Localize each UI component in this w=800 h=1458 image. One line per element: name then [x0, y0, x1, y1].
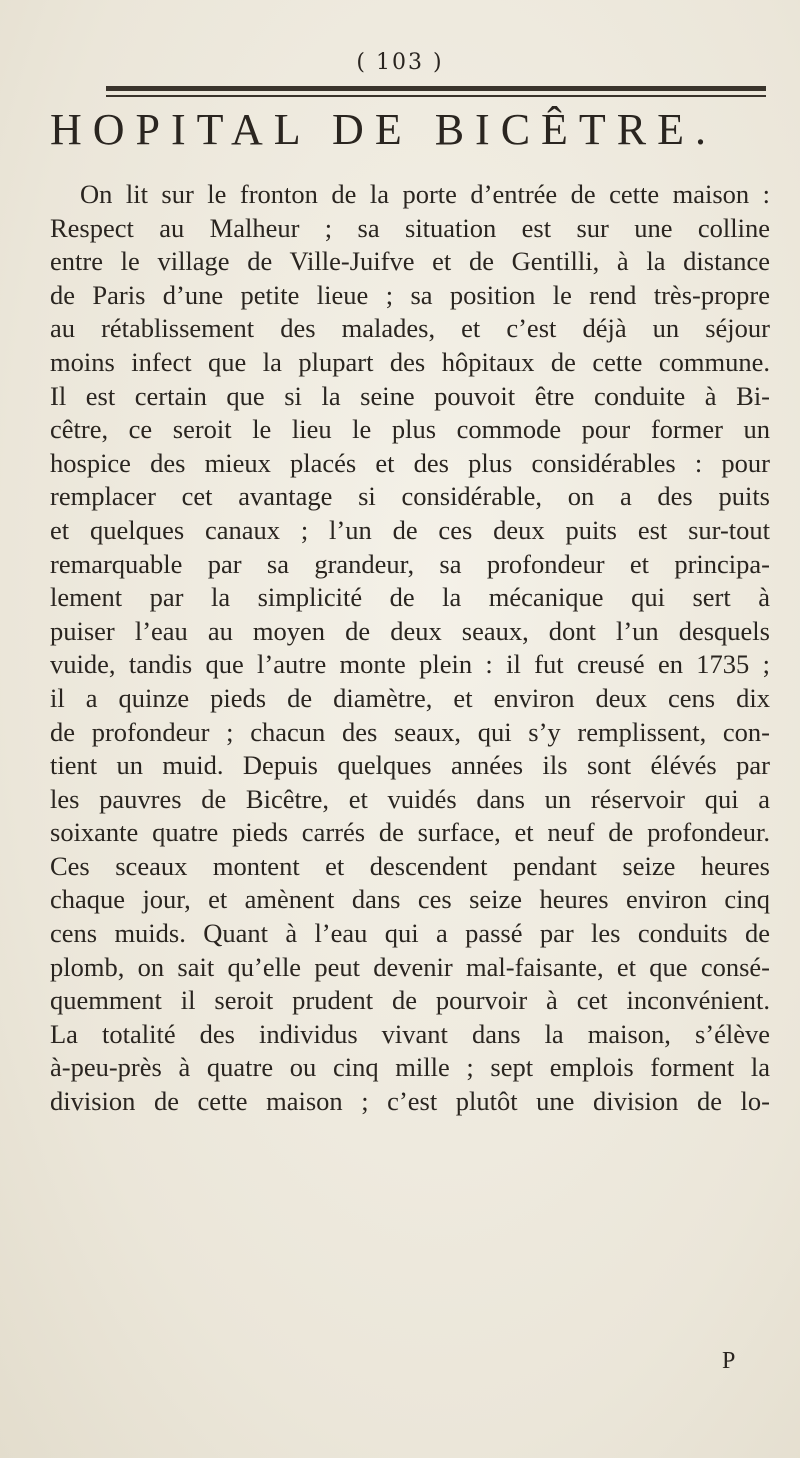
- text-line: division de cette maison ; c’est plutôt une division de lo-: [50, 1086, 770, 1117]
- text-line: hospice des mieux placés et des plus considérables : pour: [50, 447, 770, 478]
- text-line: plomb, on sait qu’elle peut devenir mal-faisante, et que consé-: [50, 951, 770, 982]
- text-line: On lit sur le fronton de la porte d’entrée de cette maison :: [80, 179, 770, 209]
- text-line: remplacer cet avantage si considérable, on a des puits: [50, 481, 770, 512]
- text-line: soixante quatre pieds carrés de surface, et neuf de profondeur.: [50, 817, 770, 848]
- text-line: vuide, tandis que l’autre monte plein : il fut creusé en 1735 ;: [50, 649, 770, 680]
- text-line: Il est certain que si la seine pouvoit être conduite à Bi-: [50, 380, 770, 411]
- text-line: de profondeur ; chacun des seaux, qui s’y remplissent, con-: [50, 716, 770, 747]
- text-line: Ces sceaux montent et descendent pendant seize heures: [50, 850, 770, 881]
- text-line: cêtre, ce seroit le lieu le plus commode pour former un: [50, 414, 770, 445]
- header-rule-thick: [106, 86, 766, 91]
- text-line: et quelques canaux ; l’un de ces deux puits est sur-tout: [50, 514, 770, 545]
- text-line: La totalité des individus vivant dans la maison, s’élève: [50, 1018, 770, 1049]
- catchword: P: [722, 1348, 736, 1374]
- text-line: tient un muid. Depuis quelques années ils sont élévés par: [50, 750, 770, 781]
- text-line: cens muids. Quant à l’eau qui a passé par les conduits de: [50, 918, 770, 949]
- text-line: Respect au Malheur ; sa situation est sur une colline: [50, 212, 770, 243]
- page-number: ( 103 ): [356, 50, 444, 75]
- text-line: chaque jour, et amènent dans ces seize heures environ cinq: [50, 884, 770, 915]
- body-paragraph: [50, 178, 770, 1119]
- header-rule-thin: [106, 95, 766, 97]
- text-line: au rétablissement des malades, et c’est déjà un séjour: [50, 313, 770, 344]
- section-heading: HOPITAL DE BICÊTRE.: [50, 105, 718, 154]
- text-line: à-peu-près à quatre ou cinq mille ; sept emplois forment la: [50, 1052, 770, 1083]
- text-line: lement par la simplicité de la mécanique qui sert à: [50, 582, 770, 613]
- text-line: de Paris d’une petite lieue ; sa position le rend très-propre: [50, 279, 770, 310]
- text-line: les pauvres de Bicêtre, et vuidés dans un réservoir qui a: [50, 783, 770, 814]
- text-line: moins infect que la plupart des hôpitaux de cette commune.: [50, 346, 770, 377]
- text-line: il a quinze pieds de diamètre, et environ deux cens dix: [50, 682, 770, 713]
- text-line: quemment il seroit prudent de pourvoir à cet inconvénient.: [50, 985, 770, 1016]
- text-line: puiser l’eau au moyen de deux seaux, dont l’un desquels: [50, 615, 770, 646]
- text-line: entre le village de Ville-Juifve et de Gentilli, à la distance: [50, 246, 770, 277]
- text-line: remarquable par sa grandeur, sa profondeur et principa-: [50, 548, 770, 579]
